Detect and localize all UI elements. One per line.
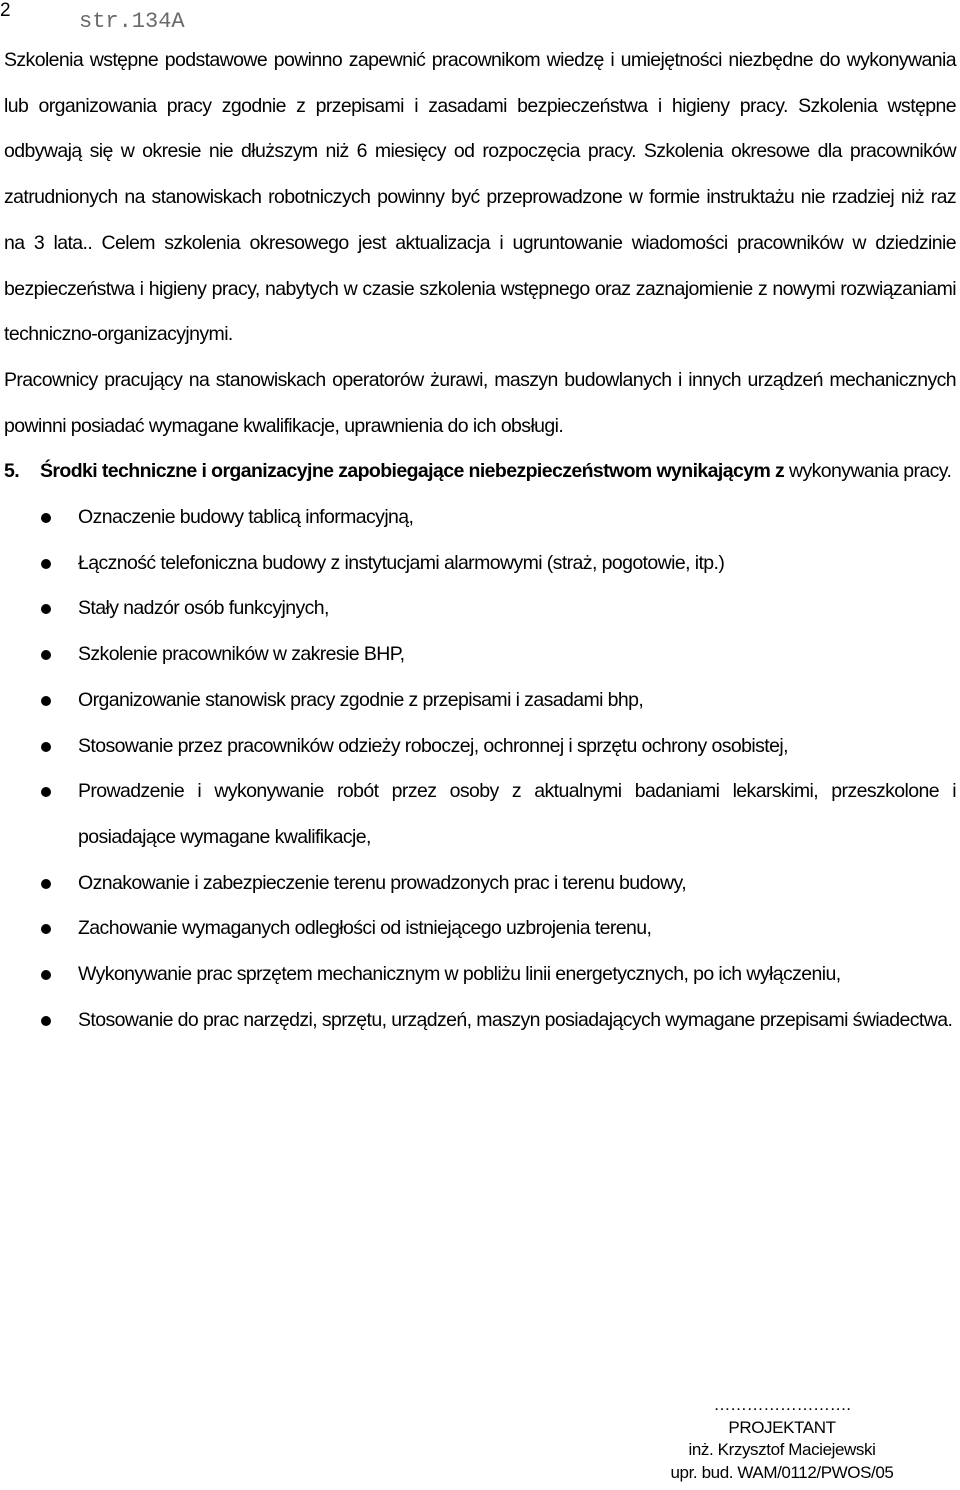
list-item-text: Oznaczenie budowy tablicą informacyjną,: [78, 506, 414, 529]
list-item: [4, 906, 956, 952]
bullet-icon: [41, 650, 51, 660]
bullet-icon: [41, 1016, 51, 1026]
bullet-icon: [41, 559, 51, 569]
bullet-icon: [41, 879, 51, 889]
list-item-text: Wykonywanie prac sprzętem mechanicznym w pobliżu linii energetycznych, po ich wyłączeniu,: [78, 963, 841, 986]
measures-list: [4, 495, 956, 1043]
signature-name: inż. Krzysztof Maciejewski: [688, 1440, 876, 1459]
list-item-text: Zachowanie wymaganych odległości od istniejącego uzbrojenia terenu,: [78, 917, 652, 940]
signature-block: [652, 1394, 912, 1484]
list-item: [4, 678, 956, 724]
signature-license: upr. bud. WAM/0112/PWOS/05: [670, 1462, 894, 1482]
document-body: [4, 38, 956, 1043]
list-item: [4, 861, 956, 907]
list-item-text: Prowadzenie i wykonywanie robót przez osoby z aktualnymi badaniami lekarskimi, przeszkolone i posiadające wymagane kwalifikacje,: [78, 780, 956, 848]
section-heading: [4, 449, 956, 495]
list-item: [4, 541, 956, 587]
list-item-text: Szkolenie pracowników w zakresie BHP,: [78, 643, 405, 666]
list-item-text: Organizowanie stanowisk pracy zgodnie z przepisami i zasadami bhp,: [78, 688, 644, 711]
list-item: [4, 586, 956, 632]
bullet-icon: [41, 924, 51, 934]
page-reference: str.134A: [79, 9, 185, 34]
list-item-text: Stały nadzór osób funkcyjnych,: [78, 597, 329, 620]
bullet-icon: [41, 604, 51, 614]
bullet-icon: [41, 787, 51, 797]
list-item-text: Łączność telefoniczna budowy z instytucjami alarmowymi (straż, pogotowie, itp.): [78, 551, 725, 574]
paragraph-training: Szkolenia wstępne podstawowe powinno zapewnić pracownikom wiedzę i umiejętności niezbędne do wykonywania lub organizowania pracy zgodnie z przepisami i zasadami bezpieczeństwa i higieny pracy. Szkolenia wstępne odbywają się w okresie nie dłuższym niż 6 miesięcy od rozpoczęcia pracy. Szkolenia okresowe dla pracowników zatrudnionych na stanowiskach robotniczych powinny być przeprowadzone w formie instruktażu nie rzadziej niż raz na 3 lata.. Celem szkolenia okresowego jest aktualizacja i ugruntowanie wiadomości pracowników w dziedzinie bezpieczeństwa i higieny pracy, nabytych w czasie szkolenia wstępnego oraz zaznajomienie z nowymi rozwiązaniami techniczno-organizacyjnymi.: [4, 49, 956, 346]
list-item-text: Oznakowanie i zabezpieczenie terenu prowadzonych prac i terenu budowy,: [78, 871, 687, 894]
bullet-icon: [41, 513, 51, 523]
list-item: [4, 724, 956, 770]
bullet-icon: [41, 696, 51, 706]
list-item: [4, 632, 956, 678]
list-item: [4, 998, 956, 1044]
signature-line: …………………….: [713, 1395, 851, 1414]
bullet-icon: [41, 742, 51, 752]
list-item: [4, 952, 956, 998]
signature-role: PROJEKTANT: [728, 1417, 836, 1437]
section-number: 5.: [4, 460, 20, 483]
list-item-text: Stosowanie przez pracowników odzieży roboczej, ochronnej i sprzętu ochrony osobistej,: [78, 734, 788, 757]
list-item: [4, 769, 956, 860]
page-number: 2: [0, 0, 11, 21]
list-item-text: Stosowanie do prac narzędzi, sprzętu, urządzeń, maszyn posiadających wymagane przepisami świadectwa.: [78, 1008, 953, 1031]
list-item: [4, 495, 956, 541]
paragraph-operators: Pracownicy pracujący na stanowiskach operatorów żurawi, maszyn budowlanych i innych urządzeń mechanicznych powinni posiadać wymagane kwalifikacje, uprawnienia do ich obsługi.: [4, 368, 956, 437]
bullet-icon: [41, 970, 51, 980]
section-title-continuation: wykonywania pracy.: [789, 460, 952, 483]
section-title: Środki techniczne i organizacyjne zapobiegające niebezpieczeństwom wynikającym z: [40, 460, 785, 483]
